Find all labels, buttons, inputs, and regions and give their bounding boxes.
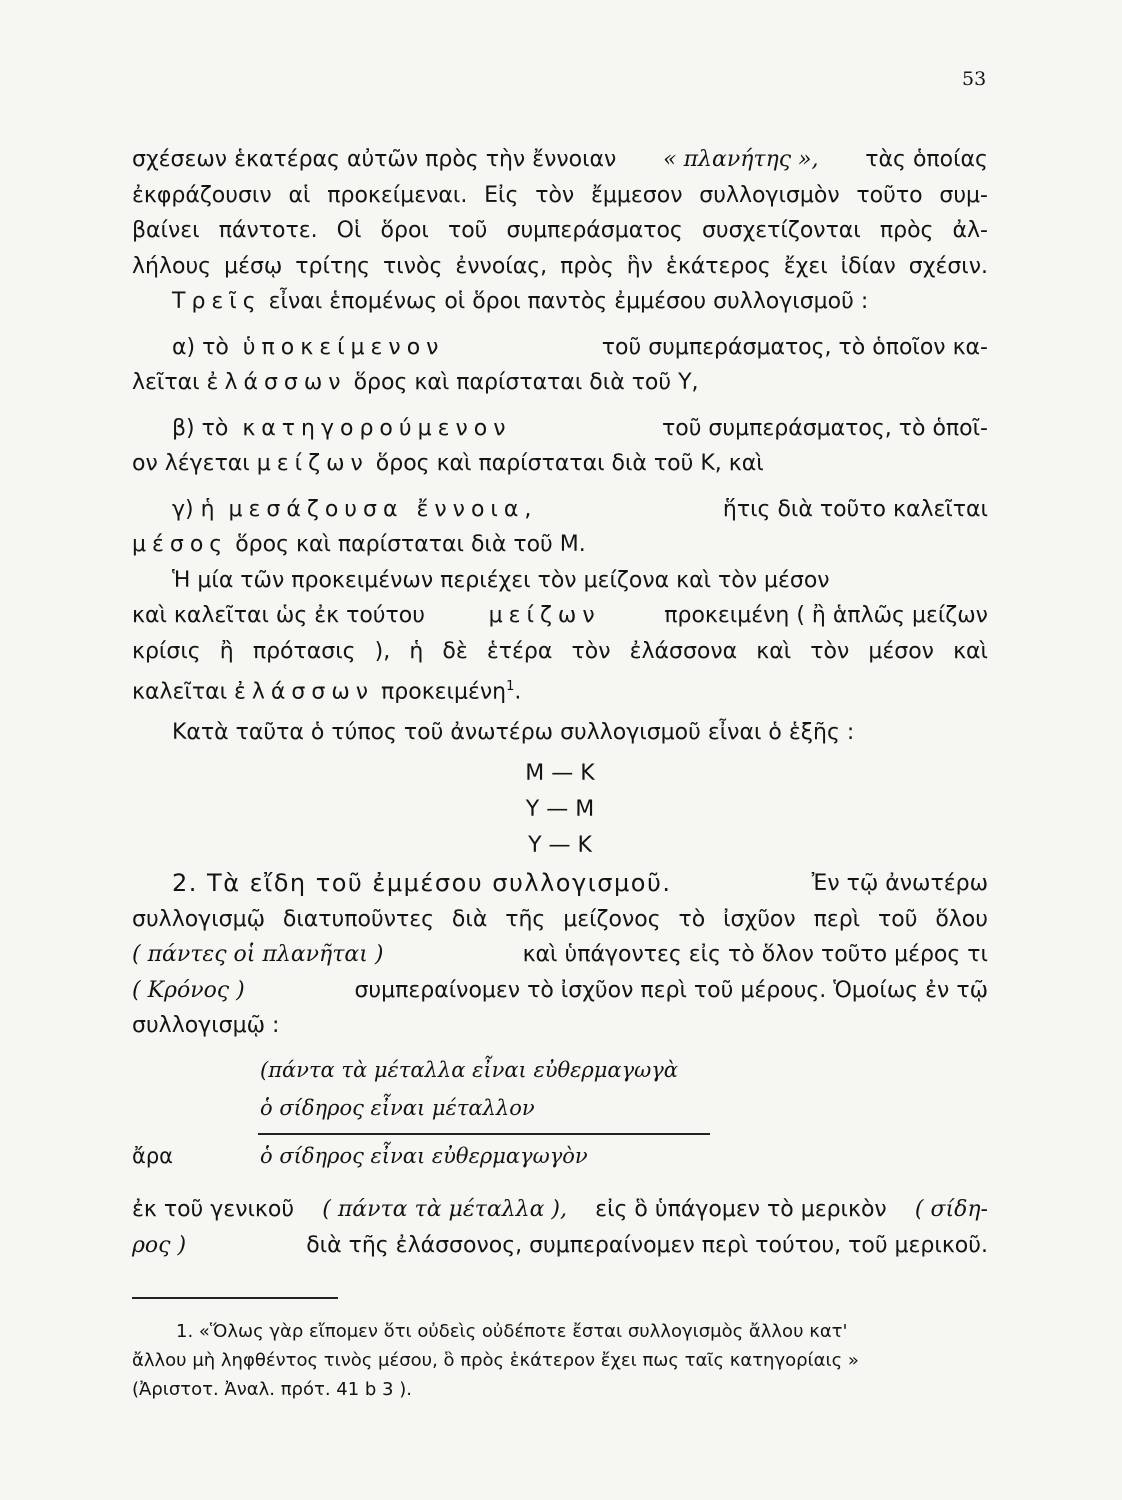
list-item-a [132,330,988,366]
main-text [132,142,988,864]
ergo-label: ἄρα [132,1144,174,1168]
spaced-term: ἐλάσσων [206,370,347,395]
text-segment: Ἐν τῷ ἀνωτέρω [811,871,988,896]
text-line [132,937,988,973]
spaced-term: ἐλάσσων [234,679,375,705]
paragraph-5 [132,1192,988,1263]
text-segment: β) τὸ [172,415,229,441]
text-line [132,446,988,482]
text-line [132,1192,988,1228]
list-item-c [132,492,988,528]
text-segment: καλεῖται [132,679,228,705]
text-segment: . [514,679,522,705]
text-segment: εἰς ὃ ὑπάγομεν τὸ μερικὸν [595,1197,887,1222]
text-line: Ἡ μία τῶν προκειμένων περιέχει τὸν μείζονα καὶ τὸν μέσον [172,567,830,593]
spaced-term: Τρεῖς [172,289,262,314]
spaced-term: μεσάζουσα ἔννοια, [228,496,538,522]
text-line [132,284,988,320]
schema-line: Υ — Κ [528,833,592,858]
text-segment: λεῖται [132,370,200,395]
text-segment: τοῦ συμπεράσματος, τὸ ὁποῖ- [662,415,988,441]
text-line: ἐκφράζουσιν αἱ προκείμεναι. Εἰς τὸν ἔμμεσον συλλογισμὸν τοῦτο συμ- [132,182,988,208]
text-segment: ὅρος καὶ παρίσταται διὰ τοῦ Υ, [353,370,699,395]
footnote-rule [132,1297,338,1299]
text-segment: ον λέγεται [132,451,250,476]
footnote-line: 1. «Ὅλως γὰρ εἴπομεν ὅτι οὐδεὶς οὐδέποτε ἔσται συλλογισμὸς ἄλλου κατ' [176,1321,848,1342]
italic-term: ( Κρόνος ) [132,977,245,1003]
syllogism-schema [132,756,988,864]
footnote-marker: 1 [506,679,515,694]
quoted-term: « πλανήτης », [663,147,819,172]
text-segment: καὶ καλεῖται ὡς ἐκ τούτου [132,603,425,628]
text-line [132,365,988,401]
text-line [132,973,988,1009]
list-item-b [132,411,988,447]
text-segment: σχέσεων ἑκατέρας αὐτῶν πρὸς τὴν ἔννοιαν [132,147,617,172]
spaced-term: μείζων [256,451,369,476]
page-number: 53 [962,68,987,90]
major-premise: (πάντα τὰ μέταλλα εἶναι εὐθερμαγωγὰ [260,1058,678,1082]
text-line [132,669,988,705]
italic-term: ( σίδη- [914,1197,988,1222]
text-line [132,866,988,902]
conclusion-rule [258,1133,710,1135]
text-line: λήλους μέσῳ τρίτης τινὸς ἐννοίας, πρὸς ἣν ἑκάτερος ἔχει ἰδίαν σχέσιν. [132,253,988,279]
footnote [132,1317,988,1404]
text-line: συλλογισμῷ : [132,1013,280,1038]
text-segment: γ) ἡ [172,496,215,522]
text-segment: προκειμένη ( ἢ ἁπλῶς μείζων [664,603,988,628]
spaced-term: ὑποκείμενον [242,334,445,360]
footnote-line: (Ἀριστοτ. Ἀναλ. πρότ. 41 b 3 ). [132,1379,412,1400]
schema-line: Μ — Κ [525,761,595,786]
spaced-term: μέσος [132,532,229,557]
text-line [132,598,988,634]
italic-term: ρος ) [132,1232,187,1258]
text-line [132,142,988,178]
spaced-term: κατηγορούμενον [242,415,512,441]
schema-line: Υ — Μ [525,797,595,822]
minor-premise: ὁ σίδηρος εἶναι μέταλλον [260,1096,535,1120]
section-title: 2. Τὰ εἴδη τοῦ ἐμμέσου συλλογισμοῦ. [172,869,672,897]
section-2 [132,866,988,1044]
text-segment: εἶναι ἑπομένως οἱ ὅροι παντὸς ἐμμέσου συλλογισμοῦ : [268,289,869,314]
text-segment: τοῦ συμπεράσματος, τὸ ὁποῖον κα- [601,334,988,360]
text-line: κρίσις ἢ πρότασις ), ἡ δὲ ἑτέρα τὸν ἐλάσσονα καὶ τὸν μέσον καὶ [132,638,988,664]
text-segment: καὶ ὑπάγοντες εἰς τὸ ὅλον τοῦτο μέρος τι [522,942,988,967]
footnote-line: ἄλλου μὴ ληφθέντος τινὸς μέσου, ὃ πρὸς ἑκάτερον ἔχει πως ταῖς κατηγορίαις » [132,1350,859,1371]
text-line: συλλογισμῷ διατυποῦντες διὰ τῆς μείζονος τὸ ἰσχῦον περὶ τοῦ ὅλου [132,906,988,932]
text-segment: ὅρος καὶ παρίσταται διὰ τοῦ Κ, καὶ [375,451,764,476]
text-segment: τὰς ὁποίας [865,147,988,172]
text-segment: διὰ τῆς ἐλάσσονος, συμπεραίνομεν περὶ τούτου, τοῦ μερικοῦ. [306,1232,988,1258]
conclusion: ὁ σίδηρος εἶναι εὐθερμαγωγὸν [260,1144,588,1168]
text-line: Κατὰ ταῦτα ὁ τύπος τοῦ ἀνωτέρω συλλογισμοῦ εἶναι ὁ ἑξῆς : [172,719,855,745]
text-line: βαίνει πάντοτε. Οἱ ὅροι τοῦ συμπεράσματος συσχετίζονται πρὸς ἀλ- [132,218,988,243]
italic-term: ( πάντες οἱ πλανῆται ) [132,942,384,967]
italic-term: ( πάντα τὰ μέταλλα ), [322,1197,567,1222]
text-segment: ἐκ τοῦ γενικοῦ [132,1197,295,1222]
text-line [132,527,988,563]
spaced-term: μείζων [488,603,601,628]
text-line [132,1228,988,1264]
text-segment: συμπεραίνομεν τὸ ἰσχῦον περὶ τοῦ μέρους. Ὁμοίως ἐν τῷ [354,977,988,1003]
text-segment: α) τὸ [172,334,229,360]
text-segment: ὅρος καὶ παρίσταται διὰ τοῦ Μ. [235,532,586,557]
text-segment: προκειμένη [381,679,507,705]
syllogism-example [132,1058,988,1182]
text-segment: ἥτις διὰ τοῦτο καλεῖται [722,496,988,522]
